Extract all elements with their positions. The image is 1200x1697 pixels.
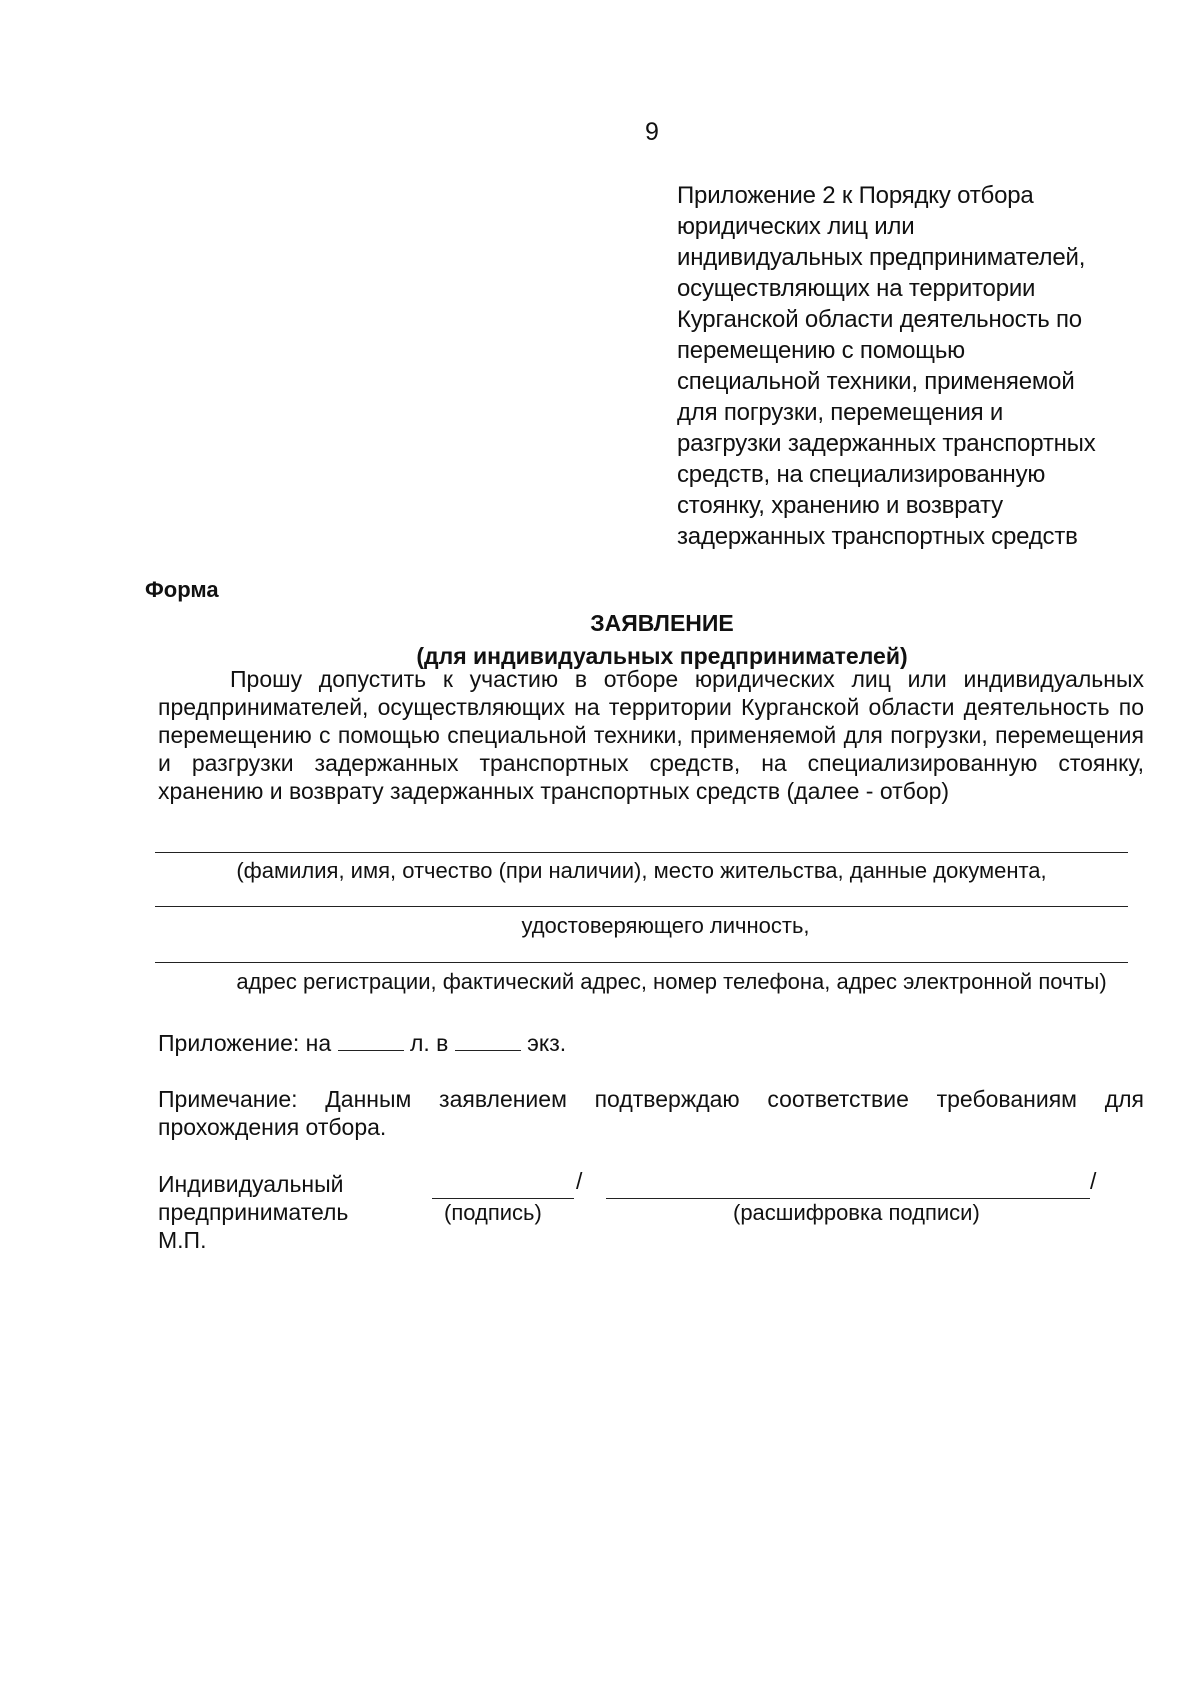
title-subtitle: (для индивидуальных предпринимателей) [416,643,908,669]
appendix-note-line: для погрузки, перемещения и [677,399,1004,426]
attachment-middle: л. в [409,1030,449,1056]
appendix-note-line: специальной техники, применяемой [677,368,1075,395]
title-main: ЗАЯВЛЕНИЕ [590,610,734,636]
copy-count-field[interactable] [455,1032,521,1051]
appendix-note-line: индивидуальных предпринимателей, [677,244,1086,271]
attachment-row [158,1030,566,1057]
appendix-note-line: стоянку, хранению и возврату [677,492,1003,519]
field-caption-name: (фамилия, имя, отчество (при наличии), место жительства, данные документа, [236,858,1047,883]
note-text: Примечание: Данным заявлением подтверждаю соответствие требованиям для прохождения отбора. [158,1086,1144,1140]
application-body-text: Прошу допустить к участию в отборе юридических лиц или индивидуальных предпринимателей, осуществляющих на территории Курганской области деятельность по перемещению с помощью специальной техники, применяемой для погрузки, перемещения и разгрузки задержанных транспортных средств, на специализированную стоянку, хранению и возврату задержанных транспортных средств (далее - отбор) [158,666,1144,804]
signature-decoding-field[interactable] [606,1198,1090,1199]
signatory-block [158,1170,348,1254]
form-label: Форма [145,577,219,602]
appendix-note-line: Приложение 2 к Порядку отбора [677,182,1034,209]
decoding-caption: (расшифровка подписи) [733,1200,980,1225]
appendix-note-line: Курганской области деятельность по [677,306,1082,333]
sheet-count-field[interactable] [338,1032,404,1051]
appendix-note-line: разгрузки задержанных транспортных [677,430,1096,457]
appendix-note-line: осуществляющих на территории [677,275,1036,302]
decoding-slash: / [1090,1168,1097,1194]
field-caption-identity: удостоверяющего личность, [521,913,810,938]
attachment-suffix: экз. [527,1030,567,1056]
signature-slash: / [576,1168,583,1194]
stamp-place: М.П. [158,1227,207,1253]
signatory-role-line2: предприниматель [158,1199,349,1225]
attachment-prefix: Приложение: на [158,1030,332,1056]
appendix-note-line: средств, на специализированную [677,461,1046,488]
appendix-note [677,180,1177,552]
signature-caption: (подпись) [444,1200,542,1225]
signature-field[interactable] [432,1198,574,1199]
document-title [62,607,1200,673]
appendix-note-line: юридических лиц или [677,213,915,240]
appendix-note-line: задержанных транспортных средств [677,523,1078,550]
address-contacts-fill-line[interactable] [155,962,1128,963]
field-caption-address: адрес регистрации, фактический адрес, номер телефона, адрес электронной почты) [236,969,1107,994]
applicant-name-fill-line[interactable] [155,852,1128,853]
appendix-note-line: перемещению с помощью [677,337,965,364]
signatory-role-line1: Индивидуальный [158,1171,344,1197]
identity-document-fill-line[interactable] [155,906,1128,907]
page-number: 9 [645,118,659,146]
